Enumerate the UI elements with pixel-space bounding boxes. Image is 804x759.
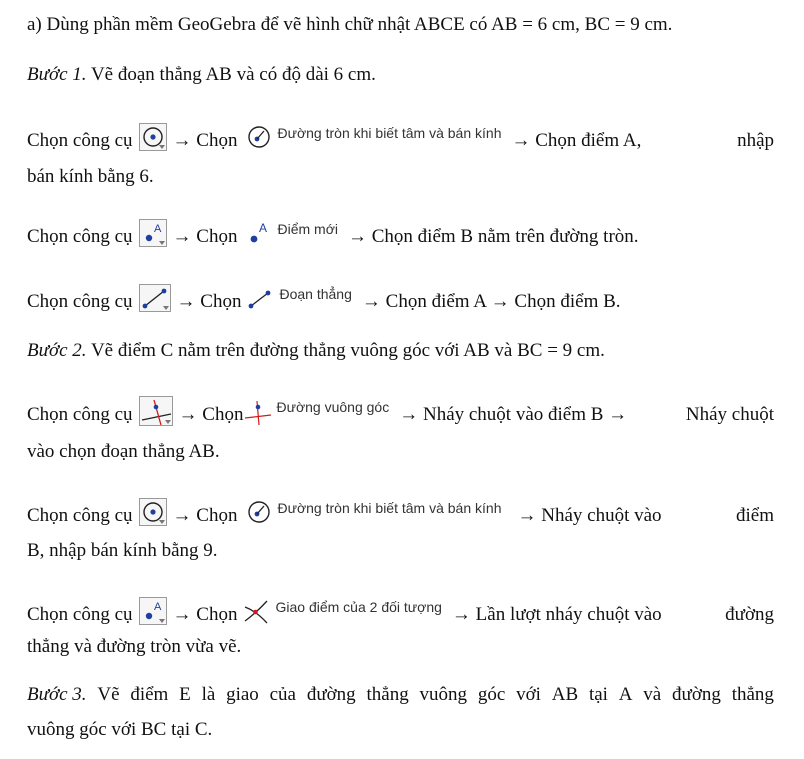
- step1-line: [27, 64, 774, 86]
- instruction-after: → Chọn điểm A → Chọn điểm B.: [361, 291, 621, 312]
- choose-text: → Chọn: [176, 291, 242, 312]
- instruction-after: → Nháy chuột vào: [517, 505, 662, 526]
- step3-word: với: [516, 684, 541, 705]
- step1-label: Bước 1.: [27, 64, 87, 85]
- circle-tool-button[interactable]: [139, 498, 167, 526]
- step3-line-cont: [27, 719, 774, 741]
- instruction-segment: [27, 285, 774, 319]
- perpendicular-tool-button[interactable]: [139, 396, 173, 426]
- step1-text: Vẽ đoạn thẳng AB và có độ dài 6 cm.: [86, 64, 376, 85]
- choose-tool-text: Chọn công cụ: [27, 604, 133, 625]
- menu-label-intersect[interactable]: Giao điểm của 2 đối tượng: [275, 599, 442, 615]
- svg-text:A: A: [153, 601, 161, 613]
- step3-continuation: vuông góc với BC tại C.: [27, 719, 213, 740]
- heading: [27, 14, 774, 36]
- choose-tool-text: Chọn công cụ: [27, 226, 133, 247]
- instruction-perpendicular: [27, 398, 774, 432]
- instruction-circle-1-cont: [27, 166, 774, 188]
- choose-text: → Chọn: [172, 130, 238, 151]
- instruction-point: [27, 220, 774, 254]
- step3-word: giao: [226, 684, 259, 705]
- choose-text: → Chọn: [178, 404, 244, 425]
- instruction-after-last: đường: [725, 604, 774, 625]
- circle-center-radius-icon: [247, 125, 271, 149]
- circle-center-radius-icon: [247, 500, 271, 524]
- step3-word: đường: [306, 684, 356, 705]
- step3-word: E: [179, 684, 191, 705]
- choose-text: → Chọn: [172, 505, 238, 526]
- menu-label-perpendicular[interactable]: Đường vuông góc: [276, 399, 390, 415]
- instruction-after: → Chọn điểm B nằm trên đường tròn.: [348, 226, 639, 247]
- step3-word: A: [618, 684, 633, 705]
- svg-text:A: A: [153, 223, 161, 235]
- menu-label-circle[interactable]: Đường tròn khi biết tâm và bán kính: [277, 500, 502, 516]
- step3-line: [27, 684, 774, 706]
- step3-word: thẳng: [366, 684, 409, 705]
- instruction-after-last: Nháy chuột: [685, 404, 774, 425]
- step3-word: của: [269, 684, 296, 705]
- step3-word: là: [201, 684, 216, 705]
- instruction-continuation: vào chọn đoạn thẳng AB.: [27, 441, 220, 462]
- step3-word: và: [643, 684, 662, 705]
- step3-word: tại: [588, 684, 608, 705]
- instruction-after: → Lần lượt nháy chuột vào: [451, 604, 662, 625]
- instruction-continuation: B, nhập bán kính bằng 9.: [27, 540, 218, 561]
- instruction-after-last: điểm: [736, 505, 774, 526]
- step2-label: Bước 2.: [27, 340, 87, 361]
- step3-word: Vẽ: [97, 684, 120, 705]
- instruction-circle-2: [27, 499, 774, 533]
- step3-word: vuông: [419, 684, 468, 705]
- instruction-after: → Chọn điểm A,: [511, 130, 642, 151]
- menu-label-segment[interactable]: Đoạn thẳng: [279, 286, 352, 302]
- heading-text: a) Dùng phần mềm GeoGebra để vẽ hình chữ nhật ABCE có AB = 6 cm, BC = 9 cm.: [27, 14, 673, 35]
- circle-tool-button[interactable]: [139, 123, 167, 151]
- instruction-perpendicular-cont: [27, 441, 774, 463]
- segment-icon: [247, 287, 273, 311]
- step3-word: góc: [477, 684, 506, 705]
- choose-text: → Chọn: [172, 226, 238, 247]
- step2-line: [27, 340, 774, 362]
- instruction-continuation: thẳng và đường tròn vừa vẽ.: [27, 636, 242, 657]
- step3-word: AB: [551, 684, 579, 705]
- instruction-circle-1: [27, 124, 774, 158]
- instruction-intersect: [27, 598, 774, 632]
- new-point-icon: [247, 222, 271, 246]
- svg-text:A: A: [259, 222, 268, 235]
- instruction-continuation: bán kính bằng 6.: [27, 166, 154, 187]
- choose-tool-text: Chọn công cụ: [27, 404, 133, 425]
- step3-label: Bước 3.: [27, 684, 87, 705]
- point-tool-button[interactable]: [139, 597, 167, 625]
- menu-label-point[interactable]: Điểm mới: [277, 221, 338, 237]
- menu-label-circle[interactable]: Đường tròn khi biết tâm và bán kính: [277, 125, 502, 141]
- instruction-after: → Nháy chuột vào điểm B →: [399, 404, 628, 425]
- step3-word: đường: [672, 684, 721, 705]
- step3-word: điểm: [130, 684, 169, 705]
- point-tool-button[interactable]: [139, 219, 167, 247]
- instruction-circle-2-cont: [27, 540, 774, 562]
- choose-tool-text: Chọn công cụ: [27, 130, 133, 151]
- segment-tool-button[interactable]: [139, 284, 171, 312]
- instruction-after-last: nhập: [737, 130, 774, 151]
- step3-word: thẳng: [731, 684, 774, 705]
- choose-tool-text: Chọn công cụ: [27, 291, 133, 312]
- intersect-icon: [243, 599, 269, 625]
- choose-text: → Chọn: [172, 604, 238, 625]
- perpendicular-line-icon: [243, 398, 273, 426]
- choose-tool-text: Chọn công cụ: [27, 505, 133, 526]
- instruction-intersect-cont: [27, 636, 774, 658]
- step2-text: Vẽ điểm C nằm trên đường thẳng vuông góc với AB và BC = 9 cm.: [86, 340, 605, 361]
